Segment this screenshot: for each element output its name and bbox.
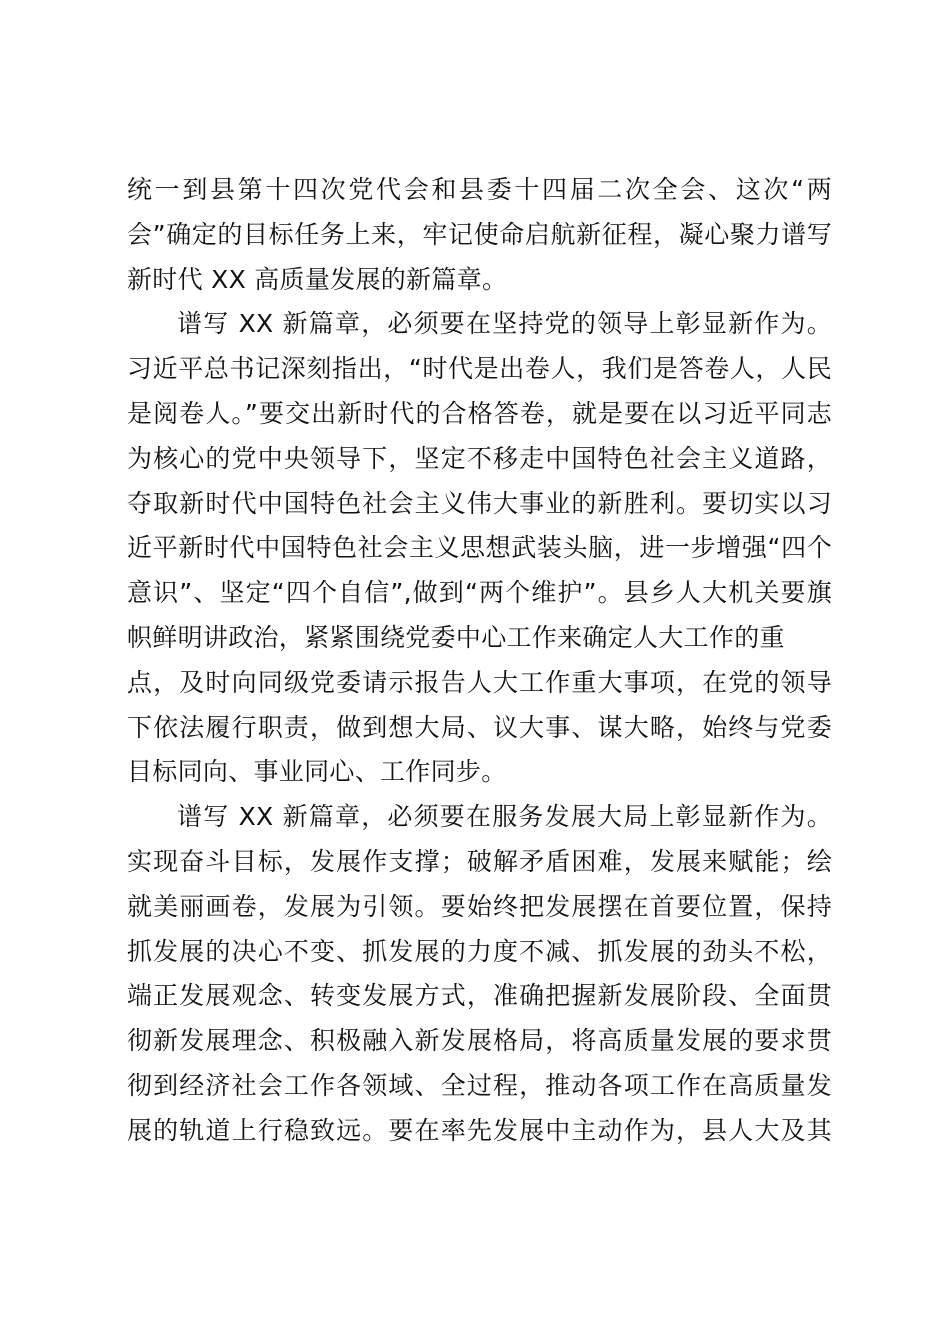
text-line: 为核心的党中央领导下，坚定不移走中国特色社会主义道路， xyxy=(127,443,832,473)
text-line: 端正发展观念、转变发展方式，准确把握新发展阶段、全面贯 xyxy=(127,981,832,1011)
text-line: 展的轨道上行稳致远。要在率先发展中主动作为，县人大及其 xyxy=(127,1115,832,1145)
text-line: 夺取新时代中国特色社会主义伟大事业的新胜利。要切实以习 xyxy=(127,488,832,518)
paragraph-first-line: 谱写 XX 新篇章，必须要在服务发展大局上彰显新作为。 xyxy=(177,802,832,832)
text-line: 帜鲜明讲政治，紧紧围绕党委中心工作来确定人大工作的重 xyxy=(127,622,785,652)
text-line: 新时代 XX 高质量发展的新篇章。 xyxy=(127,264,508,294)
text-line: 彻到经济社会工作各领域、全过程，推动各项工作在高质量发 xyxy=(127,1070,832,1100)
text-line: 习近平总书记深刻指出，“时代是出卷人，我们是答卷人，人民 xyxy=(127,354,832,384)
text-line: 下依法履行职责，做到想大局、议大事、谋大略，始终与党委 xyxy=(127,712,832,742)
text-line: 统一到县第十四次党代会和县委十四届二次全会、这次“两 xyxy=(127,175,832,204)
text-line: 意识”、坚定“四个自信”,做到“两个维护”。县乡人大机关要旗 xyxy=(127,578,832,608)
text-line: 点，及时向同级党委请示报告人大工作重大事项，在党的领导 xyxy=(127,667,832,697)
body-text xyxy=(127,168,832,1154)
text-line: 就美丽画卷，发展为引领。要始终把发展摆在首要位置，保持 xyxy=(127,891,832,921)
text-line: 实现奋斗目标，发展作支撑；破解矛盾困难，发展来赋能；绘 xyxy=(127,846,832,876)
text-line: 近平新时代中国特色社会主义思想武装头脑，进一步增强“四个 xyxy=(127,533,832,563)
text-line: 目标同向、事业同心、工作同步。 xyxy=(127,757,507,787)
text-line: 是阅卷人。”要交出新时代的合格答卷，就是要在以习近平同志 xyxy=(127,398,832,428)
text-line: 会”确定的目标任务上来，牢记使命启航新征程，凝心聚力谱写 xyxy=(127,219,832,249)
text-line: 抓发展的决心不变、抓发展的力度不减、抓发展的劲头不松， xyxy=(127,936,832,966)
paragraph-first-line: 谱写 XX 新篇章，必须要在坚持党的领导上彰显新作为。 xyxy=(177,309,832,339)
text-line: 彻新发展理念、积极融入新发展格局，将高质量发展的要求贯 xyxy=(127,1026,832,1056)
